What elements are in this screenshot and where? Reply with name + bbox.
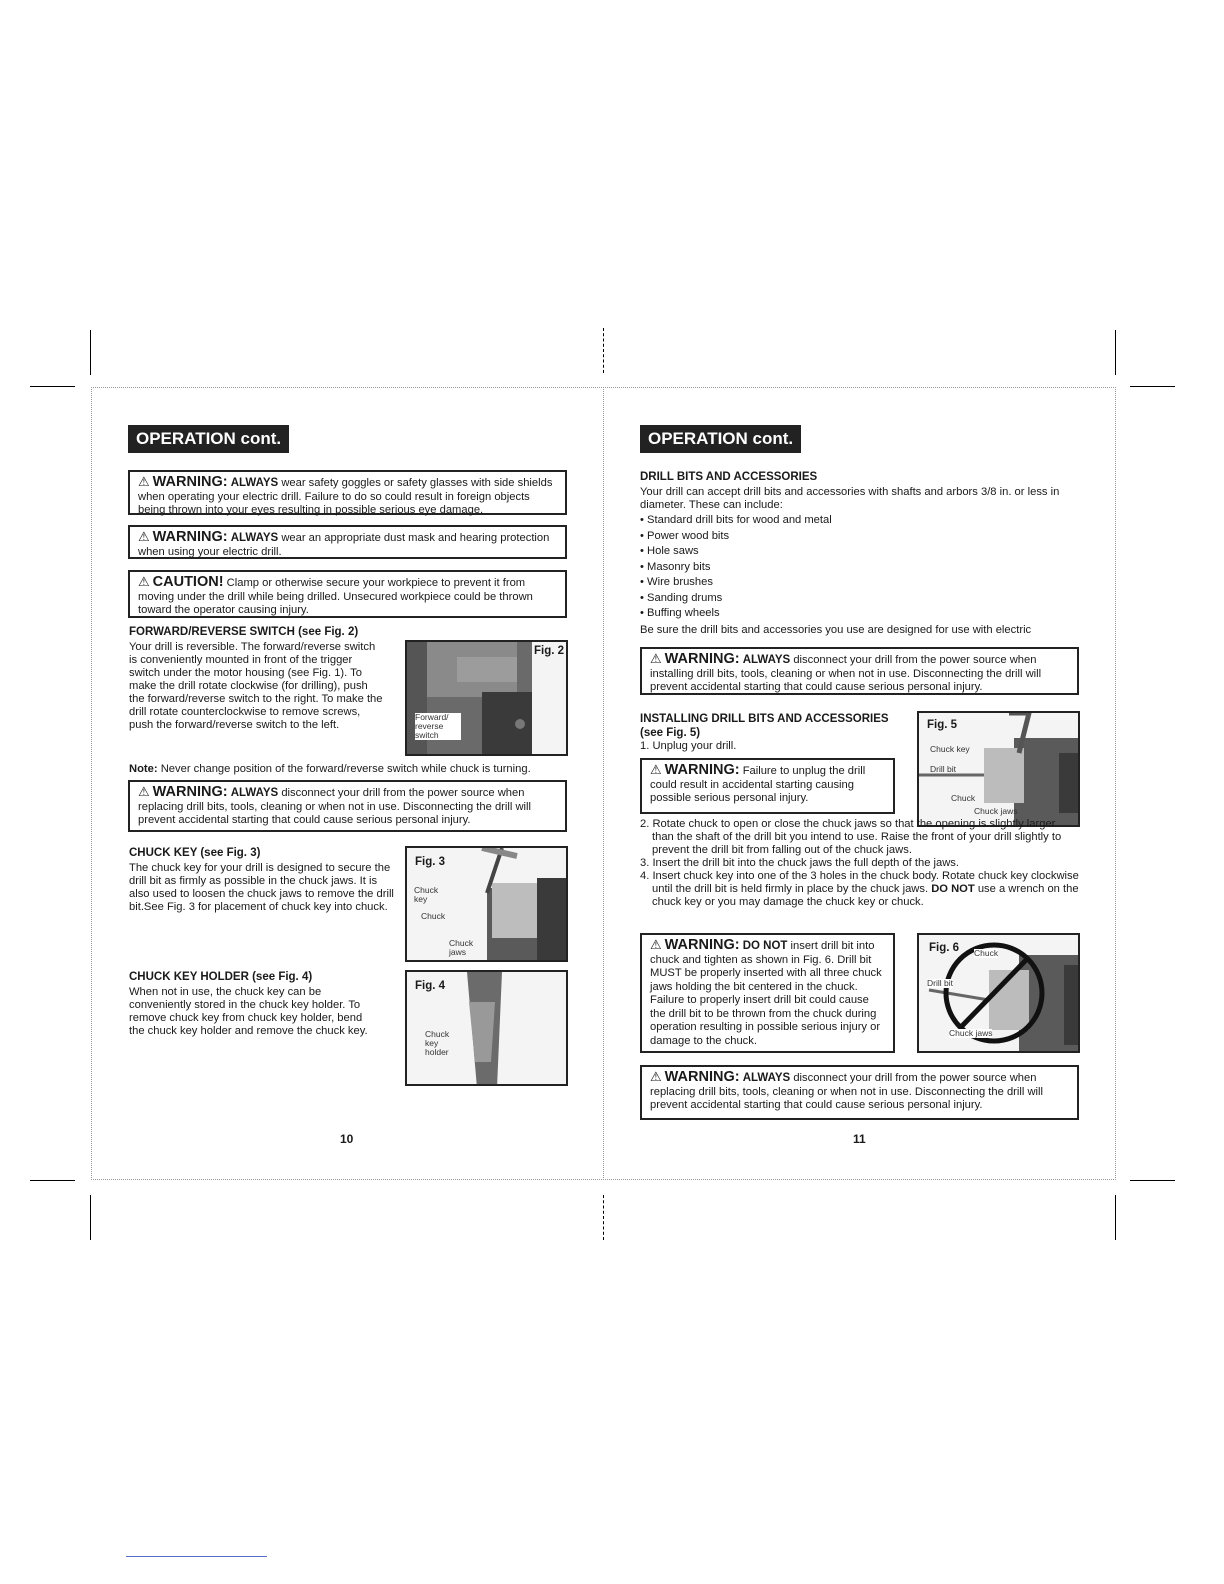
accessories-list [640,513,1080,622]
warning-text: Failure to unplug the drill could result in accidental starting causing possible serious personal injury. [650,765,866,804]
warning-lead: ALWAYS [230,532,279,544]
warning-box-dust-mask [128,525,567,559]
page-number: 10 [340,1132,354,1146]
figure-label: Fig. 6 [929,942,960,954]
caution-text: Clamp or otherwise secure your workpiece to prevent it from moving under the drill while being drilled. Unsecured workpiece could be thrown toward the operator causing injury. [138,577,533,616]
callout-chuck-jaws: Chuck jaws [974,806,1018,816]
body-drill-bits-outro: Be sure the drill bits and accessories you use are designed for use with electric [640,624,1032,636]
crop-mark-bottom-right [1115,1195,1116,1240]
caution-title: CAUTION! [152,574,224,590]
figure-6 [917,933,1080,1053]
callout-chuck: Chuck [974,948,999,958]
warning-text: wear an appropriate dust mask and hearing protection when using your electric drill. [138,532,550,558]
figure-5 [917,711,1080,827]
crop-mark-right-top [1130,386,1175,387]
crop-mark-bottom-left [90,1195,91,1240]
figure-label: Fig. 5 [927,719,958,731]
warning-title: WARNING: [664,1069,740,1085]
warning-title: WARNING: [664,762,740,778]
warning-triangle-icon: ⚠ [138,784,150,799]
warning-lead: ALWAYS [742,654,791,666]
heading-chuck-key: CHUCK KEY (see Fig. 3) [129,847,261,859]
note-forward-reverse [129,763,569,776]
callout-chuck-key: Chuck key [414,885,439,904]
callout-chuck-key-holder: Chuck key holder [425,1029,450,1057]
callout-forward-reverse: Forward/ reverse switch [415,713,461,740]
heading-chuck-key-holder: CHUCK KEY HOLDER (see Fig. 4) [129,971,313,983]
step-3: 3. Insert the drill bit into the chuck jaws the full depth of the jaws. [640,857,960,869]
warning-text: disconnect your drill from the power source when replacing drill bits, tools, cleaning or when not in use. Disconnecting the drill will prevent accidental starting that could cause serious personal injury. [138,787,532,826]
warning-title: WARNING: [152,474,228,490]
figure-4 [405,970,568,1086]
warning-triangle-icon: ⚠ [650,937,662,952]
warning-triangle-icon: ⚠ [650,651,662,666]
callout-chuck-key: Chuck key [930,744,970,754]
warning-lead: ALWAYS [230,477,279,489]
warning-text: insert drill bit into chuck and tighten as shown in Fig. 6. Drill bit MUST be properly inserted with all three chuck jaws holding the bit centered in the chuck. Failure to properly insert drill bit could cause the drill bit to be thrown from the chuck during operation resulting in possible serious injury or damage to the chuck. [650,940,882,1047]
warning-title: WARNING: [664,937,740,953]
warning-text: wear safety goggles or safety glasses with side shields when operating your electric drill. Failure to do so could result in foreign objects being thrown into your eyes resulting in possible serious eye damage. [138,477,553,516]
figure-label: Fig. 3 [415,856,446,868]
warning-triangle-icon: ⚠ [650,762,662,777]
body-chuck-key: The chuck key for your drill is designed to secure the drill bit as firmly as possible in the chuck jaws. It is also used to loosen the chuck jaws to remove the drill bit.See Fig. 3 for placement of chuck key into chuck. [129,862,394,913]
warning-box-disconnect [128,780,567,832]
callout-drill-bit: Drill bit [927,978,953,988]
warning-box-disconnect-replacing [640,1065,1079,1120]
crop-mark-top-left [90,330,91,375]
list-item: • Power wood bits [640,529,1080,545]
list-item: • Hole saws [640,544,1080,560]
warning-box-installing [640,647,1079,695]
caution-triangle-icon: ⚠ [138,574,150,589]
note-label: Note: [129,763,158,775]
crop-mark-left-bottom [30,1180,75,1181]
body-drill-bits-intro: Your drill can accept drill bits and accessories with shafts and arbors 3/8 in. or less in diameter. These can include: [640,486,1060,511]
warning-text: disconnect your drill from the power source when installing drill bits, tools, cleaning or when not in use. Disconnecting the drill will prevent accidental starting that could cause serious personal injury. [650,654,1042,693]
warning-lead: ALWAYS [742,1072,791,1084]
body-chuck-key-holder: When not in use, the chuck key can be conveniently stored in the chuck key holder. To remove chuck key from chuck key holder, bend the chuck key holder and remove the chuck key. [129,986,368,1037]
body-forward-reverse: Your drill is reversible. The forward/reverse switch is conveniently mounted in front of the trigger switch under the motor housing (see Fig. 1). To make the drill rotate clockwise (for drilling), push the forward/reverse switch to the right. To make the drill rotate counterclockwise to remove screws, push the forward/reverse switch to the left. [129,641,383,731]
figure-3 [405,846,568,962]
crop-mark-top-right [1115,330,1116,375]
fold-mark-top [603,328,604,373]
step-4 [640,870,1080,909]
page-number: 11 [853,1132,866,1146]
warning-title: WARNING: [152,529,228,545]
warning-text: disconnect your drill from the power source when replacing drill bits, tools, cleaning or when not in use. Disconnecting the drill will prevent accidental starting that could cause serious personal injury. [650,1072,1044,1111]
callout-chuck: Chuck [421,911,446,921]
warning-triangle-icon: ⚠ [650,1069,662,1084]
figure-2 [405,640,568,756]
callout-drill-bit: Drill bit [930,764,956,774]
stray-underline [126,1556,267,1557]
section-header: OPERATION cont. [128,425,289,453]
warning-box-unplug [640,758,895,814]
list-item: • Masonry bits [640,560,1080,576]
crop-mark-left-top [30,386,75,387]
warning-triangle-icon: ⚠ [138,529,150,544]
list-item: • Wire brushes [640,575,1080,591]
callout-chuck-jaws: Chuck jaws [449,938,474,957]
note-text: Never change position of the forward/reverse switch while chuck is turning. [160,763,531,775]
list-item: • Buffing wheels [640,606,1080,622]
step-4-text: 4. Insert chuck key into one of the 3 holes in the chuck body. Rotate chuck key clockwise until the drill bit is held firmly in place by the chuck jaws. [640,870,1079,895]
warning-title: WARNING: [664,651,740,667]
crop-mark-right-bottom [1130,1180,1175,1181]
heading-installing: INSTALLING DRILL BITS AND ACCESSORIES (see Fig. 5) [640,713,889,739]
step-2: 2. Rotate chuck to open or close the chuck jaws so that the opening is slightly larger than the shaft of the drill bit you intend to use. Raise the front of your drill slightly to prevent the drill bit from falling out of the chuck jaws. [640,818,1062,856]
heading-forward-reverse: FORWARD/REVERSE SWITCH (see Fig. 2) [129,626,359,638]
warning-triangle-icon: ⚠ [138,474,150,489]
callout-chuck-jaws: Chuck jaws [949,1028,993,1038]
warning-box-goggles [128,470,567,515]
figure-label: Fig. 4 [415,980,446,992]
callout-chuck: Chuck [951,793,976,803]
warning-title: WARNING: [152,784,228,800]
list-item: • Sanding drums [640,591,1080,607]
section-header: OPERATION cont. [640,425,801,453]
warning-box-do-not-insert [640,933,895,1053]
fold-mark-bottom [603,1195,604,1240]
figure-label: Fig. 2 [534,645,565,657]
steps-list [640,818,1080,909]
step-4-emphasis: DO NOT [931,883,975,895]
list-item: • Standard drill bits for wood and metal [640,513,1080,529]
step-4-text-end: use a wrench on the chuck key or you may damage the chuck key or chuck. [652,883,1079,908]
warning-lead: ALWAYS [230,787,279,799]
caution-box-workpiece [128,570,567,618]
page-fold-line [603,387,604,1180]
step-1: 1. Unplug your drill. [640,740,737,752]
heading-drill-bits: DRILL BITS AND ACCESSORIES [640,471,818,483]
warning-lead: DO NOT [742,940,788,952]
